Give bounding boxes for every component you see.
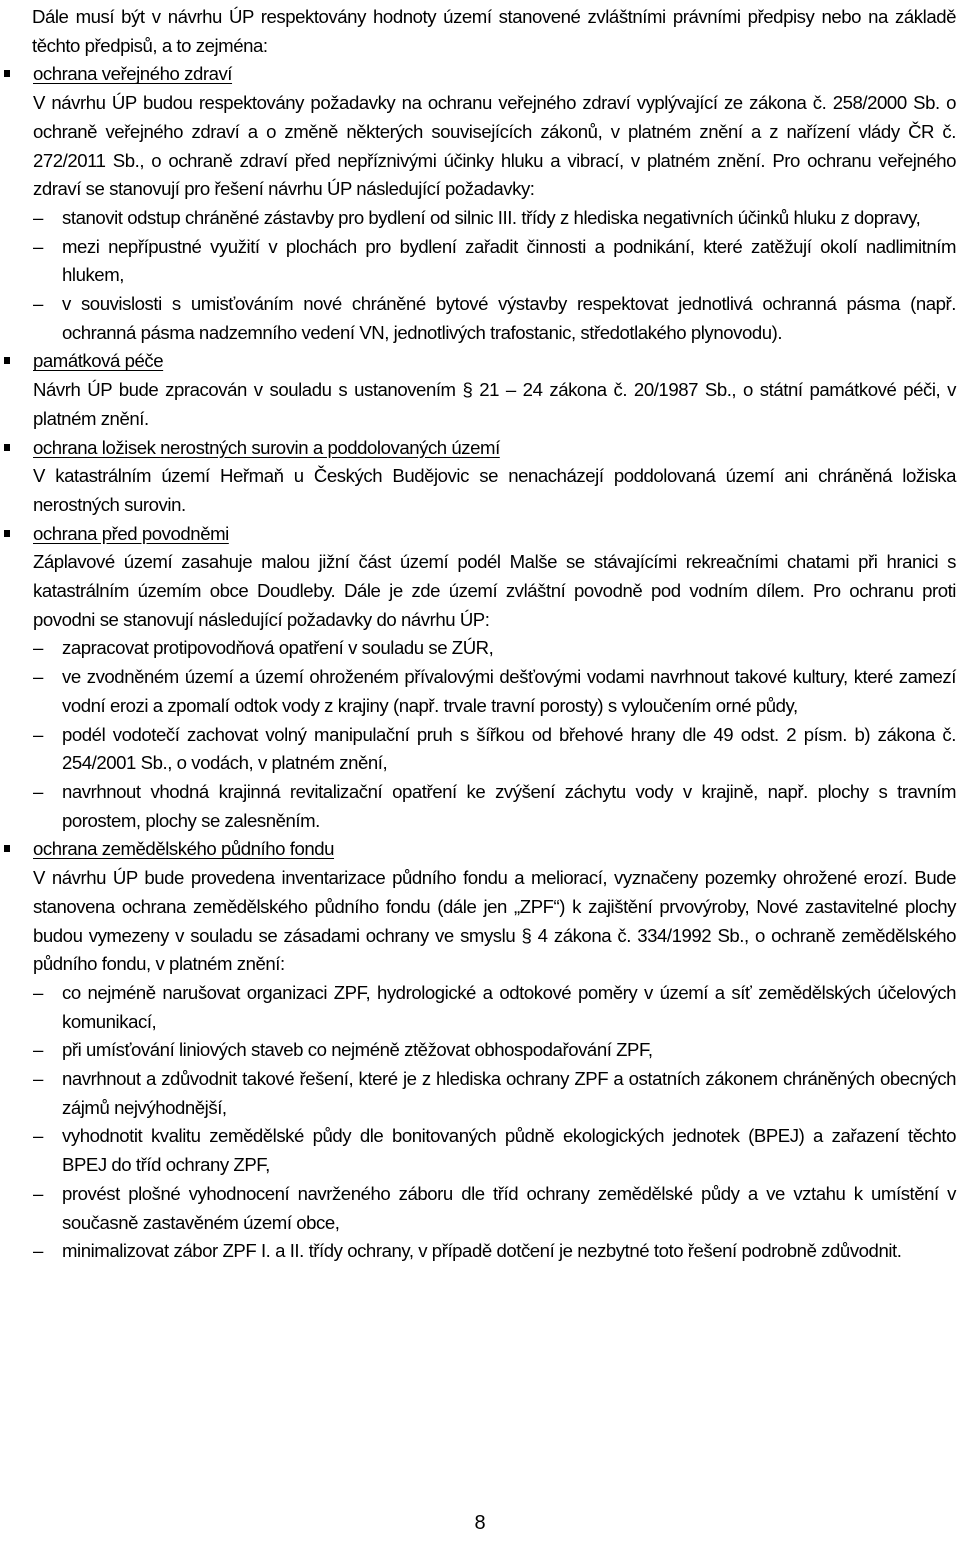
section-paragraph: Návrh ÚP bude zpracován v souladu s ustanovením § 21 – 24 zákona č. 20/1987 Sb., o státní památkové péči, v platném znění. (33, 379, 956, 429)
section (33, 434, 956, 520)
requirements-list (33, 634, 956, 835)
section (33, 347, 956, 433)
requirements-list (33, 979, 956, 1266)
list-item: – ve zvodněném území a území ohroženém přívalovými dešťovými vodami navrhnout takové kultury, které zamezí vodní erozi a zpomalí odtok vody z krajiny (např. trvale travní porosty) s vyloučením orné půdy, (33, 663, 956, 720)
list-item: – vyhodnotit kvalitu zemědělské půdy dle bonitovaných půdně ekologických jednotek (BPEJ) a zařazení těchto BPEJ do tříd ochrany ZPF, (33, 1122, 956, 1179)
sections-list (33, 60, 956, 1266)
list-item: – provést plošné vyhodnocení navrženého záboru dle tříd ochrany zemědělské půdy a ve vztahu k umístění v současně zastavěném území obce, (33, 1180, 956, 1237)
section-heading-line (33, 60, 956, 89)
list-item: – zapracovat protipovodňová opatření v souladu se ZÚR, (33, 634, 956, 663)
section-heading: ochrana před povodněmi (33, 522, 229, 544)
section (33, 60, 956, 347)
section-paragraph: V katastrálním území Heřmaň u Českých Budějovic se nenacházejí poddolovaná území ani chráněná ložiska nerostných surovin. (33, 465, 956, 515)
bullet-square-icon (4, 70, 10, 77)
list-item: – podél vodotečí zachovat volný manipulační pruh s šířkou od břehové hrany dle 49 odst. 2 písm. b) zákona č. 254/2001 Sb., o vodách, v platném znění, (33, 721, 956, 778)
section (33, 835, 956, 1266)
list-item: – navrhnout vhodná krajinná revitalizační opatření ke zvýšení záchytu vody v krajině, např. plochy s travním porostem, plochy se zalesněním. (33, 778, 956, 835)
list-item: – mezi nepřípustné využití v plochách pro bydlení zařadit činnosti a podnikání, které zatěžují okolí nadlimitním hlukem, (33, 233, 956, 290)
section-heading: ochrana ložisek nerostných surovin a poddolovaných území (33, 436, 500, 458)
section-paragraph: Záplavové území zasahuje malou jižní část území podél Malše se stávajícími rekreačními chatami při hranici s katastrálním územím obce Doudleby. Dále je zde území zvláštní povodně pod vodním dílem. Pro ochranu proti povodni se stanovují následující požadavky do návrhu ÚP: (33, 551, 956, 630)
section-heading-line (33, 434, 956, 463)
section-heading: památková péče (33, 350, 164, 372)
page-number: 8 (474, 1512, 486, 1534)
section-heading-line (33, 835, 956, 864)
list-item: – v souvislosti s umisťováním nové chráněné bytové výstavby respektovat jednotlivá ochranná pásma (např. ochranná pásma nadzemního vedení VN, jednotlivých trafostanic, středotlakého plynovodu). (33, 290, 956, 347)
intro-paragraph: Dále musí být v návrhu ÚP respektovány hodnoty území stanovené zvláštními právními předpisy nebo na základě těchto předpisů, a to zejména: (32, 6, 956, 56)
section-paragraph: V návrhu ÚP bude provedena inventarizace půdního fondu a meliorací, vyznačeny pozemky ohrožené erozí. Bude stanovena ochrana zemědělského půdního fondu (dále jen „ZPF“) k zajištění prvovýroby, Nové zastavitelné plochy budou vymezeny v souladu se zásadami ochrany ve smyslu § 4 zákona č. 334/1992 Sb., o ochraně zemědělského půdního fondu, v platném znění: (33, 867, 956, 975)
section-heading: ochrana veřejného zdraví (33, 63, 233, 85)
section-heading: ochrana zemědělského půdního fondu (33, 838, 335, 860)
requirements-list (33, 204, 956, 348)
section-heading-line (33, 520, 956, 549)
section-paragraph: V návrhu ÚP budou respektovány požadavky na ochranu veřejného zdraví vyplývající ze zákona č. 258/2000 Sb. o ochraně veřejného zdraví a o změně některých souvisejících zákonů, v platném znění a z nařízení vlády ČR č. 272/2011 Sb., o ochraně zdraví před nepříznivými účinky hluku a vibrací, v platném znění. Pro ochranu veřejného zdraví se stanovují pro řešení návrhu ÚP následující požadavky: (33, 92, 956, 200)
bullet-square-icon (4, 444, 10, 451)
list-item: – minimalizovat zábor ZPF I. a II. třídy ochrany, v případě dotčení je nezbytné toto řešení podrobně zdůvodnit. (33, 1237, 956, 1266)
section (33, 520, 956, 836)
section-heading-line (33, 347, 956, 376)
bullet-square-icon (4, 530, 10, 537)
bullet-square-icon (4, 357, 10, 364)
bullet-square-icon (4, 845, 10, 852)
list-item: – stanovit odstup chráněné zástavby pro bydlení od silnic III. třídy z hlediska negativních účinků hluku z dopravy, (33, 204, 956, 233)
list-item: – při umísťování liniových staveb co nejméně ztěžovat obhospodařování ZPF, (33, 1036, 956, 1065)
list-item: – co nejméně narušovat organizaci ZPF, hydrologické a odtokové poměry v území a síť zemědělských účelových komunikací, (33, 979, 956, 1036)
list-item: – navrhnout a zdůvodnit takové řešení, které je z hlediska ochrany ZPF a ostatních zákonem chráněných obecných zájmů nejvýhodnější, (33, 1065, 956, 1122)
